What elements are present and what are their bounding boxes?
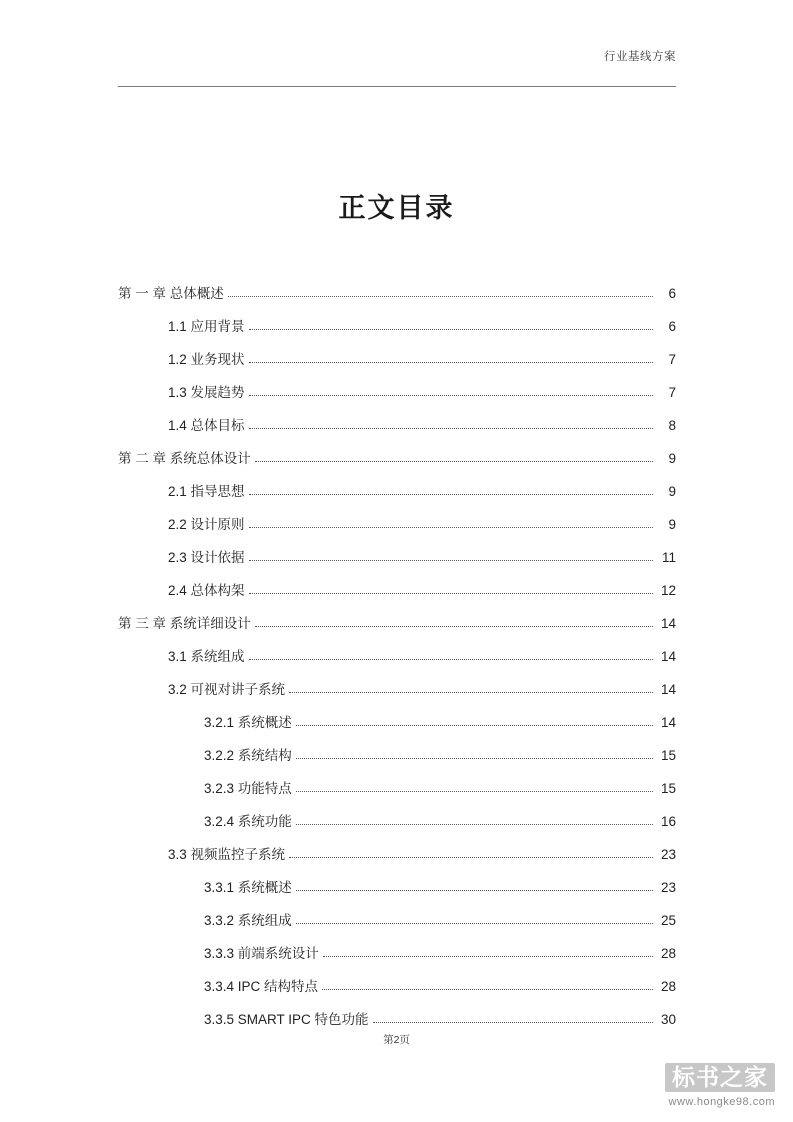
- toc-entry-page-number: 30: [660, 1011, 676, 1027]
- toc-entry[interactable]: [118, 432, 676, 465]
- toc-dot-leader: [296, 724, 653, 726]
- toc-entry[interactable]: [118, 729, 676, 762]
- toc-entry-label: 3.3 视频监控子系统: [168, 846, 286, 862]
- toc-entry[interactable]: [118, 399, 676, 432]
- toc-entry-page-number: 12: [660, 582, 676, 598]
- toc-entry-label: 3.3.5 SMART IPC 特色功能: [204, 1011, 369, 1027]
- toc-dot-leader: [249, 526, 653, 528]
- toc-dot-leader: [255, 625, 653, 627]
- toc-dot-leader: [323, 955, 653, 957]
- toc-entry[interactable]: [118, 894, 676, 927]
- toc-entry-label: 1.4 总体目标: [168, 417, 245, 433]
- toc-entry[interactable]: [118, 597, 676, 630]
- toc-entry-page-number: 28: [660, 945, 676, 961]
- table-of-contents: [118, 267, 676, 1026]
- toc-entry[interactable]: [118, 564, 676, 597]
- toc-entry-page-number: 7: [668, 384, 676, 400]
- toc-entry-page-number: 14: [660, 681, 676, 697]
- toc-entry-page-number: 9: [668, 516, 676, 532]
- toc-entry[interactable]: [118, 267, 676, 300]
- toc-dot-leader: [322, 988, 653, 990]
- toc-entry[interactable]: [118, 960, 676, 993]
- toc-dot-leader: [249, 427, 653, 429]
- toc-entry-label: 3.3.1 系统概述: [204, 879, 292, 895]
- toc-dot-leader: [373, 1021, 653, 1023]
- toc-entry-label: 第 三 章 系统详细设计: [118, 615, 251, 631]
- toc-entry-page-number: 14: [660, 714, 676, 730]
- toc-dot-leader: [249, 592, 653, 594]
- toc-entry[interactable]: [118, 300, 676, 333]
- toc-entry-page-number: 8: [668, 417, 676, 433]
- toc-entry[interactable]: [118, 366, 676, 399]
- toc-entry[interactable]: [118, 630, 676, 663]
- toc-entry-page-number: 7: [668, 351, 676, 367]
- toc-dot-leader: [249, 328, 653, 330]
- toc-entry-label: 2.3 设计依据: [168, 549, 245, 565]
- toc-dot-leader: [296, 823, 653, 825]
- toc-dot-leader: [249, 394, 653, 396]
- toc-entry-page-number: 15: [660, 747, 676, 763]
- toc-dot-leader: [249, 658, 653, 660]
- toc-entry[interactable]: [118, 927, 676, 960]
- toc-entry[interactable]: [118, 663, 676, 696]
- toc-entry-page-number: 14: [660, 615, 676, 631]
- toc-dot-leader: [249, 493, 653, 495]
- toc-entry-label: 3.1 系统组成: [168, 648, 245, 664]
- page-title: 正文目录: [338, 193, 455, 223]
- toc-entry-label: 3.3.3 前端系统设计: [204, 945, 319, 961]
- toc-dot-leader: [228, 295, 653, 297]
- toc-entry[interactable]: [118, 696, 676, 729]
- toc-entry-page-number: 6: [668, 285, 676, 301]
- toc-entry-label: 2.1 指导思想: [168, 483, 245, 499]
- watermark-url: www.hongke98.com: [668, 1096, 775, 1108]
- toc-entry-page-number: 9: [668, 483, 676, 499]
- toc-entry[interactable]: [118, 531, 676, 564]
- toc-dot-leader: [289, 856, 653, 858]
- toc-entry-label: 第 一 章 总体概述: [118, 285, 224, 301]
- toc-entry-label: 3.2.3 功能特点: [204, 780, 292, 796]
- page-footer: 第2页: [383, 1034, 410, 1046]
- toc-entry-label: 1.3 发展趋势: [168, 384, 245, 400]
- toc-entry[interactable]: [118, 861, 676, 894]
- toc-entry-page-number: 6: [668, 318, 676, 334]
- toc-entry-page-number: 9: [668, 450, 676, 466]
- toc-entry[interactable]: [118, 465, 676, 498]
- toc-entry-page-number: 15: [660, 780, 676, 796]
- toc-entry-page-number: 23: [660, 846, 676, 862]
- toc-entry-label: 3.3.4 IPC 结构特点: [204, 978, 319, 994]
- toc-entry[interactable]: [118, 828, 676, 861]
- toc-entry-label: 第 二 章 系统总体设计: [118, 450, 251, 466]
- toc-entry[interactable]: [118, 333, 676, 366]
- watermark: [615, 1063, 775, 1108]
- watermark-logo: 标书之家: [665, 1063, 775, 1092]
- toc-entry[interactable]: [118, 795, 676, 828]
- toc-dot-leader: [296, 790, 653, 792]
- header-divider: [118, 86, 676, 87]
- toc-entry-label: 3.2 可视对讲子系统: [168, 681, 286, 697]
- toc-entry-label: 3.2.4 系统功能: [204, 813, 292, 829]
- toc-dot-leader: [249, 559, 653, 561]
- toc-entry[interactable]: [118, 762, 676, 795]
- toc-entry-label: 3.2.1 系统概述: [204, 714, 292, 730]
- toc-entry-page-number: 11: [661, 549, 676, 565]
- toc-entry-label: 3.3.2 系统组成: [204, 912, 292, 928]
- toc-entry-page-number: 16: [660, 813, 676, 829]
- toc-dot-leader: [255, 460, 653, 462]
- toc-entry-label: 2.2 设计原则: [168, 516, 245, 532]
- toc-dot-leader: [296, 757, 653, 759]
- toc-entry-page-number: 25: [660, 912, 676, 928]
- toc-entry-label: 3.2.2 系统结构: [204, 747, 292, 763]
- toc-dot-leader: [249, 361, 653, 363]
- page-header: 行业基线方案: [604, 51, 676, 63]
- toc-entry[interactable]: [118, 498, 676, 531]
- toc-dot-leader: [296, 889, 653, 891]
- toc-dot-leader: [296, 922, 653, 924]
- toc-dot-leader: [289, 691, 653, 693]
- toc-entry-page-number: 28: [660, 978, 676, 994]
- toc-entry[interactable]: [118, 993, 676, 1026]
- toc-entry-label: 2.4 总体构架: [168, 582, 245, 598]
- toc-entry-page-number: 23: [660, 879, 676, 895]
- toc-entry-label: 1.1 应用背景: [168, 318, 245, 334]
- toc-entry-page-number: 14: [660, 648, 676, 664]
- toc-entry-label: 1.2 业务现状: [168, 351, 245, 367]
